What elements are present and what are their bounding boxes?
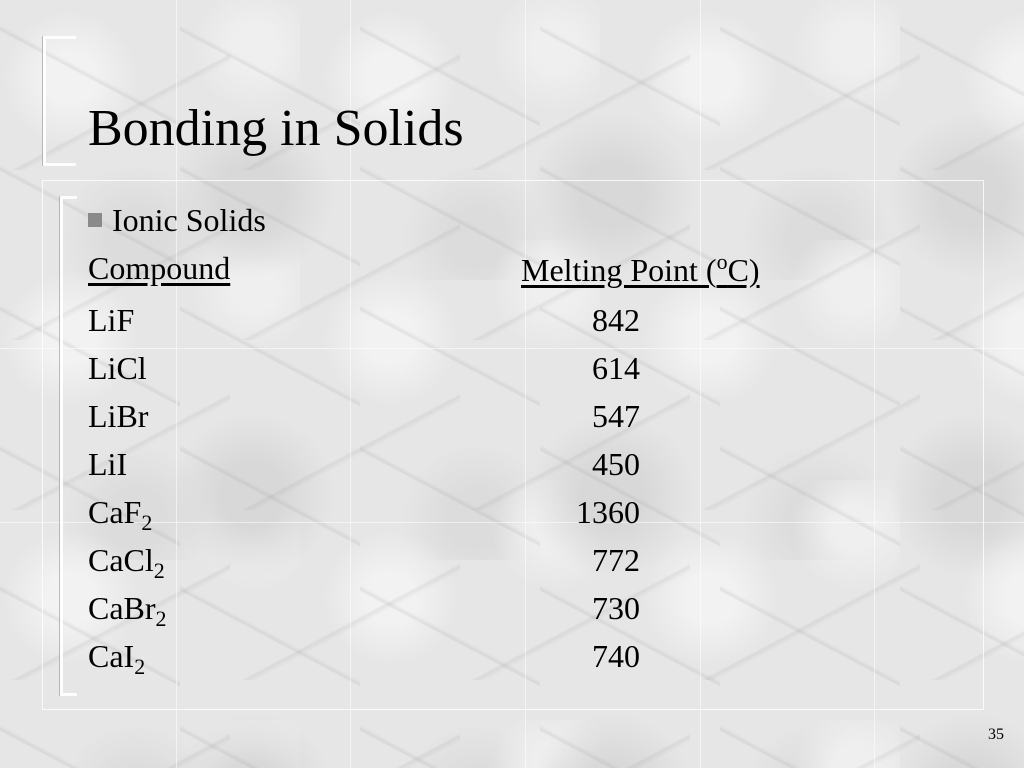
melting-point-value: 842 — [592, 302, 640, 338]
content-bracket-decoration — [60, 196, 77, 696]
melting-header-text: Melting Point ( — [521, 252, 717, 288]
compound-formula: LiI — [88, 446, 128, 482]
formula-subscript: 2 — [155, 606, 167, 631]
melting-header-unit: C) — [727, 252, 760, 288]
bullet-square-icon — [88, 213, 102, 227]
compound-row — [88, 488, 230, 536]
compound-header: Compound — [88, 250, 231, 286]
compound-list — [88, 296, 230, 680]
melting-point-value: 740 — [592, 638, 640, 674]
compound-formula: LiCl — [88, 350, 147, 386]
title-bracket-decoration — [43, 36, 76, 166]
bullet-item — [88, 200, 266, 240]
compound-formula: CaI — [88, 638, 135, 674]
formula-subscript: 2 — [141, 510, 153, 535]
compound-row — [88, 392, 230, 440]
melting-point-value: 1360 — [576, 494, 640, 530]
melting-point-value: 614 — [592, 350, 640, 386]
compound-row — [88, 440, 230, 488]
compound-formula: CaCl — [88, 542, 154, 578]
compound-column — [88, 248, 230, 680]
compound-formula: LiF — [88, 302, 135, 338]
melting-point-value: 772 — [592, 542, 640, 578]
melting-point-value: 547 — [592, 398, 640, 434]
compound-row — [88, 632, 230, 680]
formula-subscript: 2 — [153, 558, 165, 583]
compound-row — [88, 344, 230, 392]
page-number: 35 — [988, 726, 1004, 743]
compound-formula: CaBr — [88, 590, 156, 626]
compound-row — [88, 296, 230, 344]
melting-point-list — [521, 296, 760, 680]
melting-point-value: 450 — [592, 446, 640, 482]
compound-formula: CaF — [88, 494, 142, 530]
bullet-text: Ionic Solids — [112, 201, 266, 238]
compound-row — [88, 536, 230, 584]
melting-point-column — [521, 250, 760, 680]
melting-point-header — [521, 250, 760, 296]
melting-point-value: 730 — [592, 590, 640, 626]
degree-superscript: o — [716, 249, 728, 274]
slide-title: Bonding in Solids — [88, 100, 464, 157]
formula-subscript: 2 — [134, 654, 146, 679]
compound-formula: LiBr — [88, 398, 149, 434]
compound-row — [88, 584, 230, 632]
